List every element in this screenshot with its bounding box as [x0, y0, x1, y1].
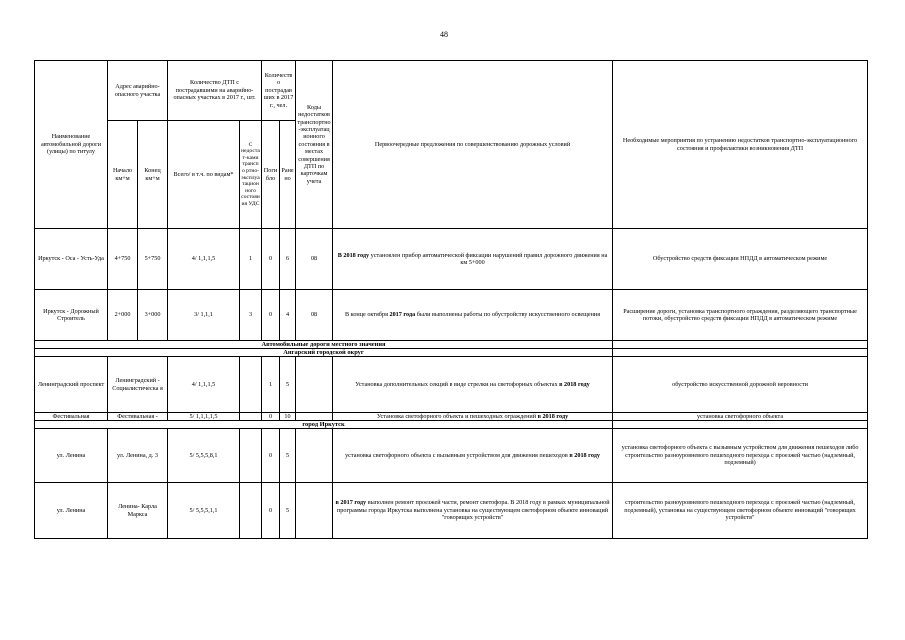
- proposal-text: Установка светофорного объекта и пешеходных ограждений: [376, 413, 538, 420]
- section-angarsk: Ангарский городской округ: [35, 349, 613, 357]
- proposal-text: были выполнены работы по обустройству искусственного освещения: [415, 311, 601, 319]
- header-address: Адрес аварийно-опасного участка: [108, 61, 168, 121]
- table-row: [35, 229, 868, 290]
- cell-killed: 0: [262, 429, 280, 483]
- cell-total: 5/ 5,5,5,8,1: [168, 429, 240, 483]
- cell-total: 5/ 1,1,1,1,5: [168, 413, 240, 421]
- proposal-bold: в 2018 году: [569, 451, 600, 459]
- cell-codes: [296, 357, 333, 413]
- table-row: [35, 357, 868, 413]
- cell-injured: 4: [280, 290, 296, 341]
- cell-injured: 5: [280, 357, 296, 413]
- cell-killed: 1: [262, 357, 280, 413]
- cell-start: 2+000: [108, 290, 138, 341]
- proposal-text: установлен прибор автоматической фиксации нарушений правил дорожного движения на км 5+000: [369, 251, 608, 266]
- section-irkutsk: город Иркутск: [35, 421, 613, 429]
- cell-end: 3+000: [138, 290, 168, 341]
- cell-codes: [296, 413, 333, 421]
- cell-codes: 08: [296, 290, 333, 341]
- table-row: [35, 483, 868, 539]
- cell-injured: 5: [280, 429, 296, 483]
- section-empty: [613, 349, 868, 357]
- cell-codes: 08: [296, 229, 333, 290]
- cell-proposal: [333, 483, 613, 539]
- cell-measures: строительство разноуровневого пешеходного перехода с проезжей частью (надземный, подземный), установка на существующем светофорном объекте инноваций "говорящих устройств": [613, 483, 868, 539]
- header-killed: Погибло: [262, 121, 280, 229]
- cell-codes: [296, 429, 333, 483]
- header-dtp-udc: С недоста т-ками транспо ртно-эксплуа тацион ного состоян ия УДС: [240, 121, 262, 229]
- cell-road-name: Ленинградский проспект: [35, 357, 108, 413]
- header-measures: Необходимые мероприятия по устранению недостатков транспортно-эксплуатационного состояния и профилактики возникновения ДТП: [613, 61, 868, 229]
- cell-total: 4/ 1,1,1,5: [168, 357, 240, 413]
- cell-road-name: ул. Ленина: [35, 483, 108, 539]
- cell-injured: 6: [280, 229, 296, 290]
- header-proposals: Первоочередные предложения по совершенствованию дорожных условий: [333, 61, 613, 229]
- cell-udc: [240, 483, 262, 539]
- cell-killed: 0: [262, 413, 280, 421]
- cell-road-name: Фестивальная: [35, 413, 108, 421]
- header-end: Конец км+м: [138, 121, 168, 229]
- proposal-text: Установка дополнительных секций в виде стрелки на светофорных объектах: [355, 380, 560, 388]
- cell-address: ул. Ленина, д. 3: [108, 429, 168, 483]
- cell-injured: 10: [280, 413, 296, 421]
- cell-udc: [240, 429, 262, 483]
- cell-end: 5+750: [138, 229, 168, 290]
- proposal-pre: В конце октября: [344, 311, 390, 319]
- cell-udc: [240, 357, 262, 413]
- header-start: Начало км+м: [108, 121, 138, 229]
- cell-road-name: Иркутск - Оса - Усть-Уда: [35, 229, 108, 290]
- cell-total: 3/ 1,1,1: [168, 290, 240, 341]
- cell-killed: 0: [262, 229, 280, 290]
- table-row: [35, 429, 868, 483]
- header-codes: Коды недостатков транспортно-эксплуатационного состояния в местах совершения ДТП по карточкам учета: [296, 61, 333, 229]
- cell-killed: 0: [262, 483, 280, 539]
- proposal-bold: в 2018 году: [537, 413, 569, 420]
- accident-sites-table: [34, 60, 867, 539]
- cell-road-name: Иркутск - Дорожный Строитель: [35, 290, 108, 341]
- cell-measures: Расширение дороги, установка транспортного ограждения, разделяющего транспортные потоки, обустройство средств фиксации НПДД в автоматическом режиме: [613, 290, 868, 341]
- cell-start: 4+750: [108, 229, 138, 290]
- header-injured: Ранено: [280, 121, 296, 229]
- cell-killed: 0: [262, 290, 280, 341]
- header-victims: Количеств о пострадав ших в 2017 г., чел.: [262, 61, 296, 121]
- cell-total: 5/ 5,5,5,1,1: [168, 483, 240, 539]
- cell-udc: 3: [240, 290, 262, 341]
- cell-address: Ленина- Карла Маркса: [108, 483, 168, 539]
- header-road-name: Наименование автомобильной дороги (улицы) по титулу: [35, 61, 108, 229]
- cell-address: Ленинградский - Социалистическа я: [108, 357, 168, 413]
- cell-address: Фестивальная -: [108, 413, 168, 421]
- proposal-text: выполнен ремонт проезжей части, ремонт светофора. В 2018 году в рамках муниципальной программы города Иркутска выполнена установка на существующем светофорном объекте инноваций "говорящих устройств": [336, 499, 610, 522]
- cell-total: 4/ 1,1,1,5: [168, 229, 240, 290]
- proposal-text: установка светофорного объекта с вызывным устройством для движения пешеходов: [345, 451, 570, 459]
- cell-measures: обустройство искусственной дорожной неровности: [613, 357, 868, 413]
- cell-measures: установка светофорного объекта: [613, 413, 868, 421]
- cell-measures: Обустройство средств фиксации НПДД в автоматическом режиме: [613, 229, 868, 290]
- cell-proposal: [333, 357, 613, 413]
- cell-proposal: [333, 413, 613, 421]
- section-empty: [613, 421, 868, 429]
- cell-udc: [240, 413, 262, 421]
- proposal-bold: 2017 года: [389, 311, 416, 319]
- cell-udc: 1: [240, 229, 262, 290]
- cell-proposal: [333, 229, 613, 290]
- header-dtp-count: Количество ДТП с пострадавшими на аварийно-опасных участках в 2017 г., шт.: [168, 61, 262, 121]
- cell-codes: [296, 483, 333, 539]
- cell-measures: установка светофорного объекта с вызывным устройством для движения пешеходов либо строительство разноуровневого пешеходного перехода с проезжей частью (надземный, подземный): [613, 429, 868, 483]
- page-number: 48: [440, 30, 448, 39]
- header-dtp-total: Всего/ в т.ч. по видам*: [168, 121, 240, 229]
- cell-proposal: [333, 429, 613, 483]
- cell-injured: 5: [280, 483, 296, 539]
- proposal-bold: в 2018 году: [559, 380, 590, 388]
- table-row: [35, 413, 868, 421]
- section-local-roads: Автомобильные дороги местного значения: [35, 341, 613, 349]
- cell-road-name: ул. Ленина: [35, 429, 108, 483]
- cell-proposal: [333, 290, 613, 341]
- table-row: [35, 290, 868, 341]
- section-empty: [613, 341, 868, 349]
- proposal-bold: В 2018 году: [337, 251, 370, 259]
- proposal-bold: в 2017 году: [335, 499, 367, 507]
